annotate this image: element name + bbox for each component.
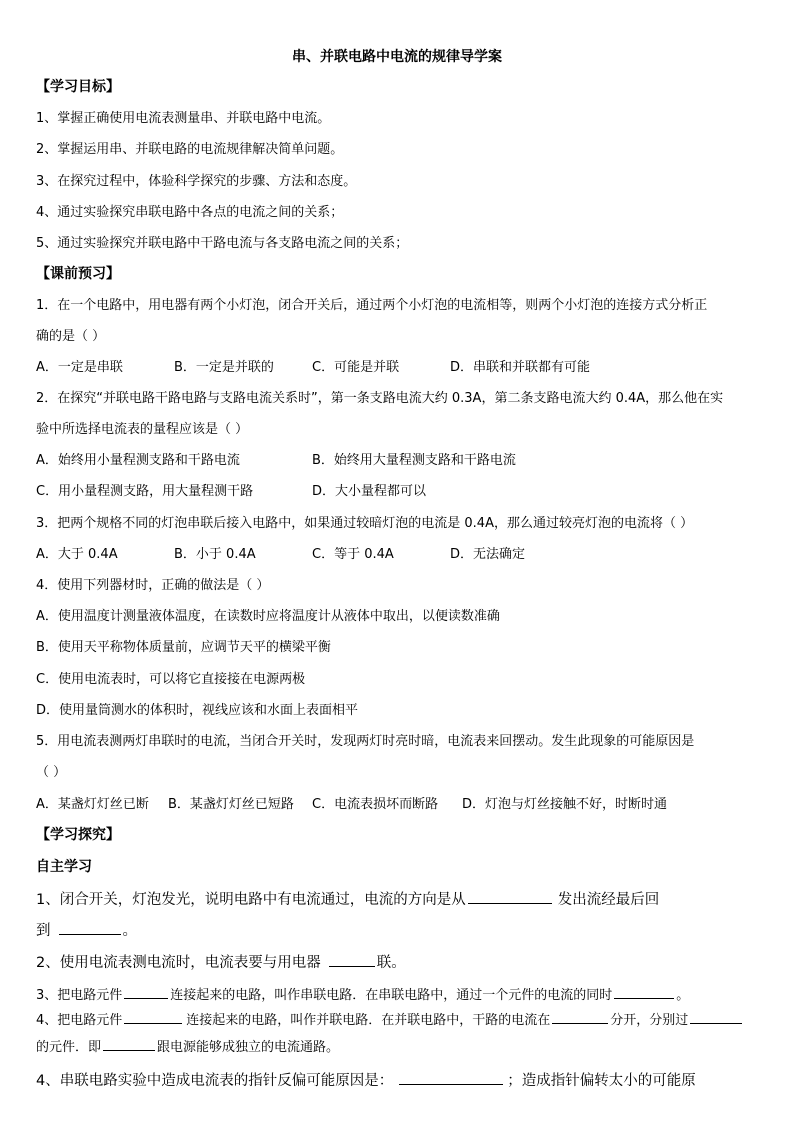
option-a: A．大于 0.4A [36, 547, 118, 562]
fill-text: 1、闭合开关，灯泡发光，说明电路中有电流通过，电流的方向是从 [36, 892, 466, 908]
question-4-line-1: 4．使用下列器材时，正确的做法是（ ） [36, 578, 270, 593]
answer-blank[interactable] [124, 1009, 182, 1024]
fill-item-3 [36, 984, 764, 1005]
question-1-line-1: 1．在一个电路中，用电器有两个小灯泡，闭合开关后，通过两个小灯泡的电流相等，则两个小灯泡的连接方式分析正 [36, 298, 708, 313]
question-2-line-2: 验中所选择电流表的量程应该是（ ） [36, 422, 249, 437]
fill-text: 连接起来的电路，叫作并联电路．在并联电路中，干路的电流在 [186, 1013, 551, 1028]
question-3-line-1: 3．把两个规格不同的灯泡串联后接入电路中，如果通过较暗灯泡的电流是 0.4A，那么通过较亮灯泡的电流将（ ） [36, 516, 694, 531]
question-5-line-2: （ ） [36, 765, 67, 780]
fill-text: 到 [36, 923, 51, 939]
document-title: 串、并联电路中电流的规律导学案 [292, 49, 502, 65]
answer-blank[interactable] [329, 952, 375, 967]
option-b: B．使用天平称物体质量前，应调节天平的横梁平衡 [36, 640, 331, 655]
fill-item-2 [36, 952, 764, 972]
goal-item: 1、掌握正确使用电流表测量串、并联电路中电流。 [36, 111, 331, 126]
fill-text: 的元件．即 [36, 1040, 102, 1055]
option-d: D．大小量程都可以 [312, 484, 427, 499]
option-b: B．小于 0.4A [174, 547, 256, 562]
option-c: C．可能是并联 [312, 360, 400, 375]
option-a: A．始终用小量程测支路和干路电流 [36, 453, 240, 468]
option-c: C．用小量程测支路，用大量程测干路 [36, 484, 254, 499]
goal-item: 3、在探究过程中，体验科学探究的步骤、方法和态度。 [36, 174, 357, 189]
fill-text: 2、使用电流表测电流时，电流表要与用电器 [36, 955, 321, 971]
option-b: B．某盏灯灯丝已短路 [168, 797, 294, 812]
fill-text: 连接起来的电路，叫作串联电路．在串联电路中，通过一个元件的电流的同时 [170, 988, 613, 1003]
option-c: C．等于 0.4A [312, 547, 394, 562]
option-d: D．灯泡与灯丝接触不好，时断时通 [462, 797, 668, 812]
option-a: A．使用温度计测量液体温度，在读数时应将温度计从液体中取出，以便读数准确 [36, 609, 500, 624]
option-b: B．始终用大量程测支路和干路电流 [312, 453, 516, 468]
answer-blank[interactable] [59, 920, 121, 935]
fill-item-1-line-2 [36, 920, 764, 940]
subsection-heading-self-study: 自主学习 [36, 859, 92, 875]
answer-blank[interactable] [614, 984, 674, 999]
fill-text: ；造成指针偏转太小的可能原 [507, 1073, 696, 1089]
option-d: D．串联和并联都有可能 [450, 360, 591, 375]
fill-text: 。 [676, 988, 690, 1003]
answer-blank[interactable] [399, 1070, 503, 1085]
option-d: D．无法确定 [450, 547, 526, 562]
answer-blank[interactable] [124, 984, 168, 999]
fill-text: 分开，分别过 [610, 1013, 689, 1028]
question-2-line-1: 2．在探究“并联电路干路电路与支路电流关系时”，第一条支路电流大约 0.3A，第二条支路电流大约 0.4A，那么他在实 [36, 391, 724, 406]
answer-blank[interactable] [103, 1036, 155, 1051]
fill-text: 3、把电路元件 [36, 988, 123, 1003]
goal-item: 4、通过实验探究串联电路中各点的电流之间的关系； [36, 205, 344, 220]
question-1-line-2: 确的是（ ） [36, 329, 106, 344]
section-heading-explore: 【学习探究】 [36, 827, 120, 843]
answer-blank[interactable] [552, 1009, 608, 1024]
fill-item-4-line-2 [36, 1036, 764, 1057]
section-heading-goals: 【学习目标】 [36, 79, 120, 95]
fill-item-5 [36, 1070, 764, 1090]
fill-text: 。 [122, 923, 137, 939]
option-b: B．一定是并联的 [174, 360, 274, 375]
question-5-line-1: 5．用电流表测两灯串联时的电流，当闭合开关时，发现两灯时亮时暗，电流表来回摆动。发生此现象的可能原因是 [36, 734, 695, 749]
option-c: C．电流表损坏而断路 [312, 797, 439, 812]
fill-text: 联。 [376, 955, 406, 971]
answer-blank[interactable] [690, 1009, 742, 1024]
fill-text: 跟电源能够成独立的电流通路。 [157, 1040, 340, 1055]
goal-item: 2、掌握运用串、并联电路的电流规律解决简单问题。 [36, 142, 344, 157]
option-c: C．使用电流表时，可以将它直接接在电源两极 [36, 672, 306, 687]
option-d: D．使用量筒测水的体积时，视线应该和水面上表面相平 [36, 703, 359, 718]
answer-blank[interactable] [468, 889, 552, 904]
option-a: A．某盏灯灯丝已断 [36, 797, 149, 812]
fill-text: 4、把电路元件 [36, 1013, 123, 1028]
goal-item: 5、通过实验探究并联电路中干路电流与各支路电流之间的关系； [36, 236, 409, 251]
option-a: A．一定是串联 [36, 360, 123, 375]
fill-item-4-line-1 [36, 1009, 764, 1030]
fill-text: 发出流经最后回 [557, 892, 660, 908]
fill-item-1-line-1 [36, 889, 764, 909]
fill-text: 4、串联电路实验中造成电流表的指针反偏可能原因是： [36, 1073, 394, 1089]
section-heading-preview: 【课前预习】 [36, 266, 120, 282]
